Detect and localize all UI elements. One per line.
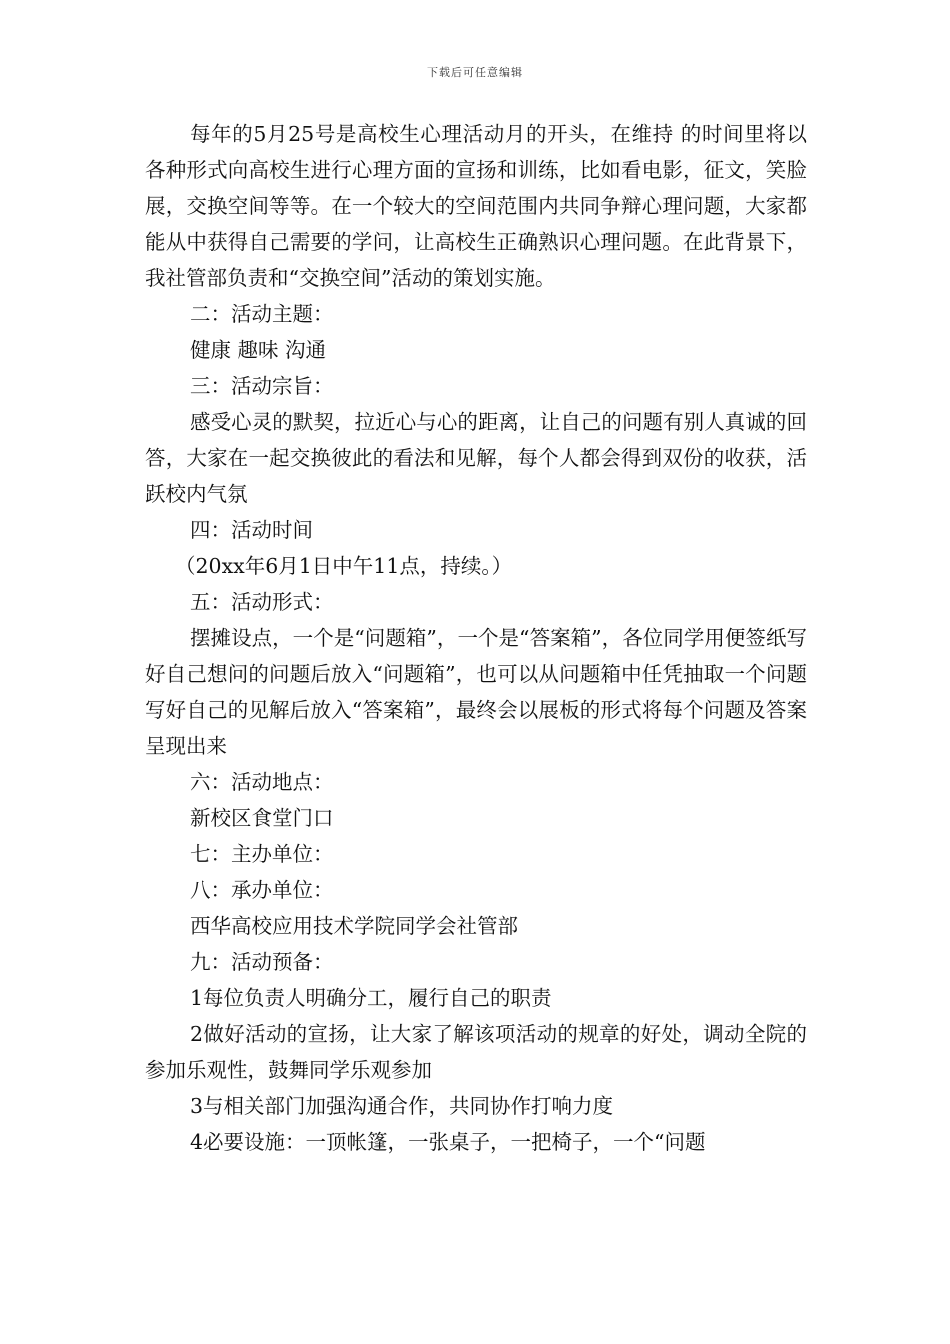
organizer-text: 西华高校应用技术学院同学会社管部 bbox=[190, 914, 518, 938]
section-heading-time: 四：活动时间 bbox=[190, 518, 313, 542]
purpose-text: 感受心灵的默契，拉近心与心的距离，让自己的问题有别人真诚的回答，大家在一起交换彼此的看法和见解，每个人都会得到双份的收获，活跃校内气氛 bbox=[145, 410, 807, 506]
section-heading-host: 七：主办单位： bbox=[190, 842, 334, 866]
section-heading-purpose: 三：活动宗旨： bbox=[190, 374, 334, 398]
section-heading-preparation: 九：活动预备： bbox=[190, 950, 334, 974]
preparation-item-1: 1每位负责人明确分工，履行自己的职责 bbox=[190, 986, 552, 1010]
page-header: 下载后可任意编辑 bbox=[427, 66, 523, 79]
section-heading-organizer: 八：承办单位： bbox=[190, 878, 334, 902]
section-heading-format: 五：活动形式： bbox=[190, 590, 334, 614]
location-text: 新校区食堂门口 bbox=[190, 806, 334, 830]
preparation-item-3: 3与相关部门加强沟通合作，共同协作打响力度 bbox=[190, 1094, 614, 1118]
theme-text: 健康 趣味 沟通 bbox=[190, 338, 327, 362]
format-text: 摆摊设点，一个是“问题箱”，一个是“答案箱”，各位同学用便签纸写好自己想问的问题后放入“问题箱”，也可以从问题箱中任凭抽取一个问题写好自己的见解后放入“答案箱”，最终会以展板的形式将每个问题及答案呈现出来 bbox=[145, 626, 807, 758]
preparation-item-2: 2做好活动的宣扬，让大家了解该项活动的规章的好处，调动全院的参加乐观性，鼓舞同学乐观参加 bbox=[145, 1022, 807, 1082]
section-heading-theme: 二：活动主题： bbox=[190, 302, 334, 326]
time-text: （20xx年6月1日中午11点，持续。） bbox=[175, 554, 513, 578]
section-heading-location: 六：活动地点： bbox=[190, 770, 334, 794]
intro-paragraph: 每年的5月25号是高校生心理活动月的开头，在维持 的时间里将以各种形式向高校生进行心理方面的宣扬和训练，比如看电影，征文，笑脸展，交换空间等等。在一个较大的空间范围内共同争辩心理问题，大家都能从中获得自己需要的学问，让高校生正确熟识心理问题。在此背景下，我社管部负责和“交换空间”活动的策划实施。 bbox=[145, 122, 807, 290]
preparation-item-4: 4必要设施：一顶帐篷，一张桌子，一把椅子，一个“问题 bbox=[190, 1130, 706, 1154]
document-body bbox=[145, 116, 807, 1160]
